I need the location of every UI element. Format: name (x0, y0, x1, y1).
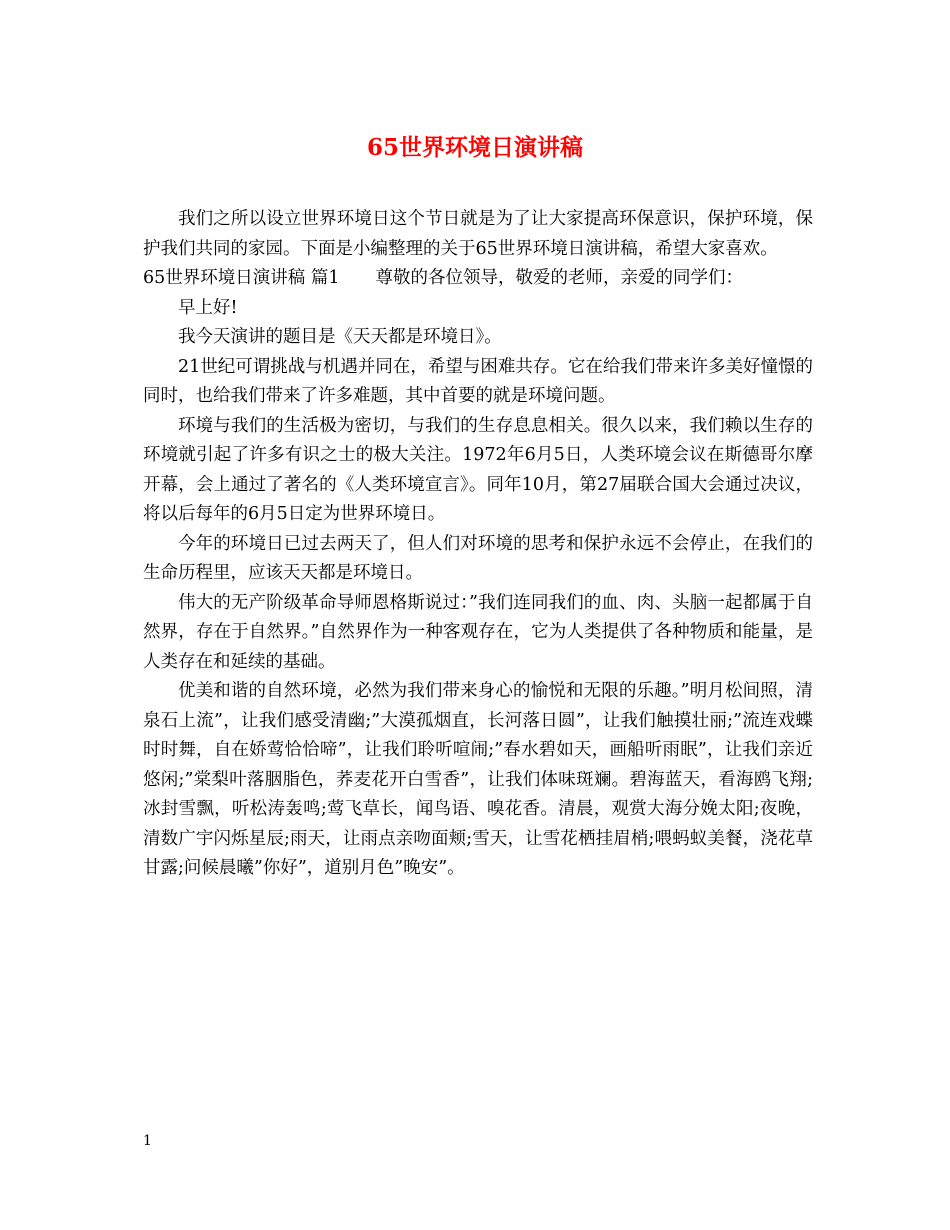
intro-paragraph: 我们之所以设立世界环境日这个节日就是为了让大家提高环保意识，保护环境，保护我们共同的家园。下面是小编整理的关于65世界环境日演讲稿，希望大家喜欢。 (143, 209, 813, 259)
paragraph-nature: 优美和谐的自然环境，必然为我们带来身心的愉悦和无限的乐趣。”明月松间照，清泉石上流”，让我们感受清幽;”大漠孤烟直，长河落日圆”，让我们触摸壮丽;”流连戏蝶时时舞，自在娇莺恰恰啼”，让我们聆听喧闹;”春水碧如天，画船听雨眠”，让我们亲近悠闲;”棠梨叶落胭脂色，荞麦花开白雪香”，让我们体味斑斓。碧海蓝天，看海鸥飞翔;冰封雪飘，听松涛轰鸣;莺飞草长，闻鸟语、嗅花香。清晨，观赏大海分娩太阳;夜晚，清数广宇闪烁星辰;雨天，让雨点亲吻面颊;雪天，让雪花栖挂眉梢;喂蚂蚁美餐，浇花草甘露;问候晨曦”你好”，道别月色”晚安”。 (143, 681, 813, 878)
paragraph-topic: 我今天演讲的题目是《天天都是环境日》。 (178, 327, 502, 347)
salutation: 尊敬的各位领导，敬爱的老师，亲爱的同学们： (375, 268, 743, 288)
paragraph-engels: 伟大的无产阶级革命导师恩格斯说过：”我们连同我们的血、肉、头脑一起都属于自然界，存在于自然界。”自然界作为一种客观存在，它为人类提供了各种物质和能量，是人类存在和延续的基础。 (143, 592, 813, 672)
paragraph-history: 环境与我们的生活极为密切，与我们的生存息息相关。很久以来，我们赖以生存的环境就引起了许多有识之士的极大关注。1972年6月5日，人类环境会议在斯德哥尔摩开幕，会上通过了著名的《人类环境宣言》。同年10月，第27届联合国大会通过决议，将以后每年的6月5日定为世界环境日。 (143, 415, 813, 524)
section-heading-line (143, 264, 813, 294)
paragraph-century: 21世纪可谓挑战与机遇并同在，希望与困难共存。它在给我们带来许多美好憧憬的同时，也给我们带来了许多难题，其中首要的就是环境问题。 (143, 356, 813, 406)
document-title: 65世界环境日演讲稿 (366, 134, 583, 161)
page-number: 1 (143, 1133, 152, 1149)
paragraph-everyday: 今年的环境日已过去两天了，但人们对环境的思考和保护永远不会停止，在我们的生命历程里，应该天天都是环境日。 (143, 533, 813, 583)
document-body (143, 205, 813, 884)
paragraph-greeting: 早上好! (178, 297, 238, 318)
section-heading: 65世界环境日演讲稿 篇1 (143, 268, 340, 288)
